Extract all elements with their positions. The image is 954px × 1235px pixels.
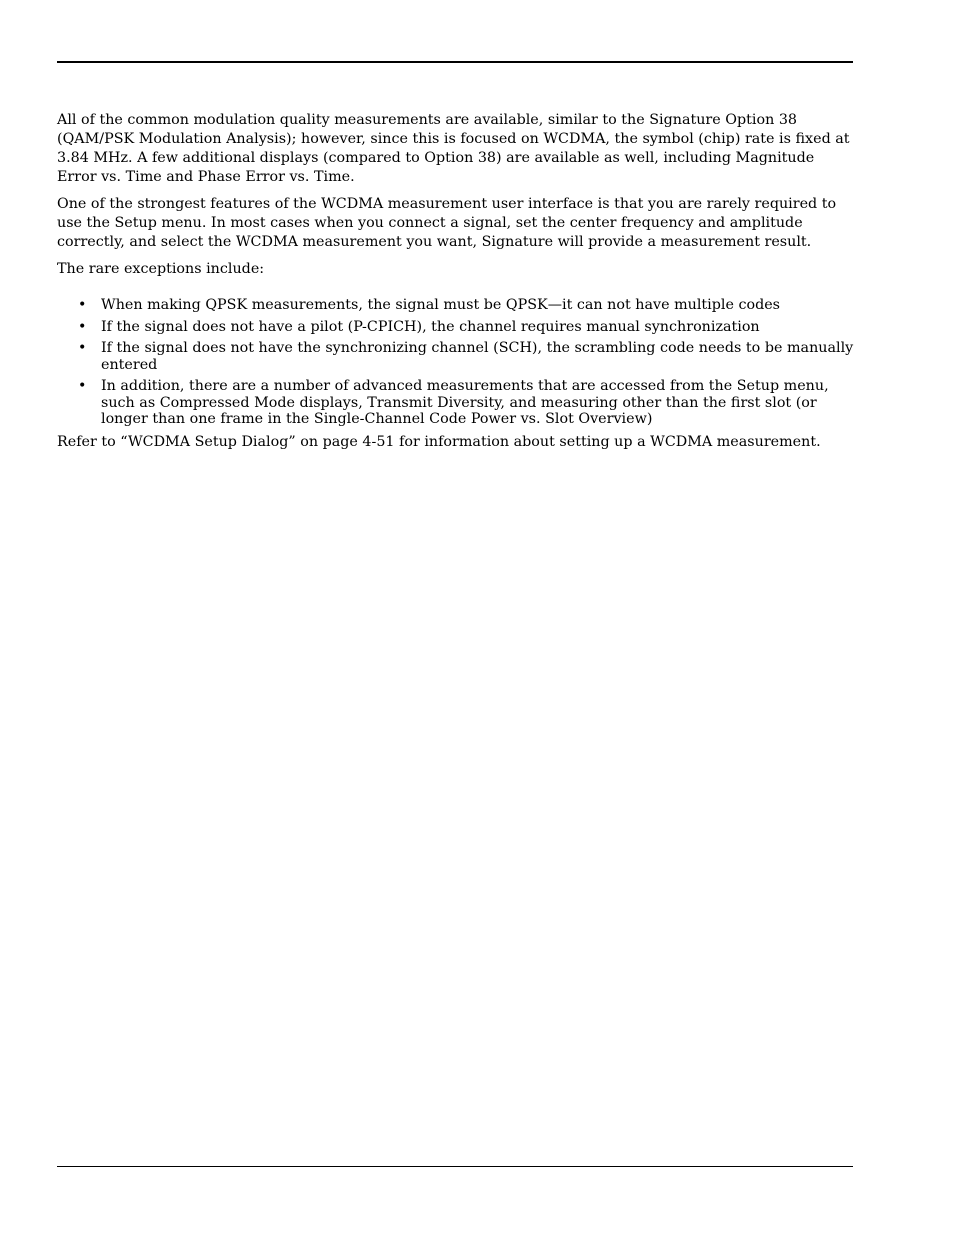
paragraph-ui-features: One of the strongest features of the WCDMA measurement user interface is that you are rarely required to use the Setup menu. In most cases when you connect a signal, set the center frequency and amplitude correctly, and select the WCDMA measurement you want, Signature will provide a measurement result. bbox=[57, 196, 837, 250]
document-body bbox=[57, 111, 857, 460]
exceptions-list bbox=[57, 297, 857, 428]
paragraph-modulation-quality: All of the common modulation quality measurements are available, similar to the Signature Option 38 (QAM/PSK Modulation Analysis); however, since this is focused on WCDMA, the symbol (chip) rate is fixed at 3.84 MHz. A few additional displays (compared to Option 38) are available as well, including Magnitude Error vs. Time and Phase Error vs. Time. bbox=[57, 112, 850, 185]
header-rule bbox=[57, 61, 853, 63]
list-item-text: In addition, there are a number of advanced measurements that are accessed from the Setup menu, such as Compressed Mode displays, Transmit Diversity, and measuring other than the first slot (or longer than one frame in the Single-Channel Code Power vs. Slot Overview) bbox=[101, 378, 829, 427]
list-item bbox=[57, 340, 857, 373]
bullet-glyph: • bbox=[78, 318, 87, 335]
list-item-text: If the signal does not have the synchronizing channel (SCH), the scrambling code needs to be manually entered bbox=[101, 340, 854, 373]
paragraph-exceptions-intro: The rare exceptions include: bbox=[57, 261, 265, 277]
footer-rule bbox=[57, 1166, 853, 1167]
list-item-text: If the signal does not have a pilot (P-CPICH), the channel requires manual synchronization bbox=[101, 318, 760, 335]
list-item bbox=[57, 297, 857, 314]
list-item bbox=[57, 378, 857, 428]
list-item bbox=[57, 319, 857, 336]
list-item-text: When making QPSK measurements, the signal must be QPSK—it can not have multiple codes bbox=[101, 297, 781, 313]
paragraph-setup-reference: Refer to “WCDMA Setup Dialog” on page 4-51 for information about setting up a WCDMA measurement. bbox=[57, 433, 821, 450]
bullet-glyph: • bbox=[78, 340, 87, 356]
bullet-glyph: • bbox=[78, 378, 87, 394]
bullet-glyph: • bbox=[78, 297, 87, 313]
